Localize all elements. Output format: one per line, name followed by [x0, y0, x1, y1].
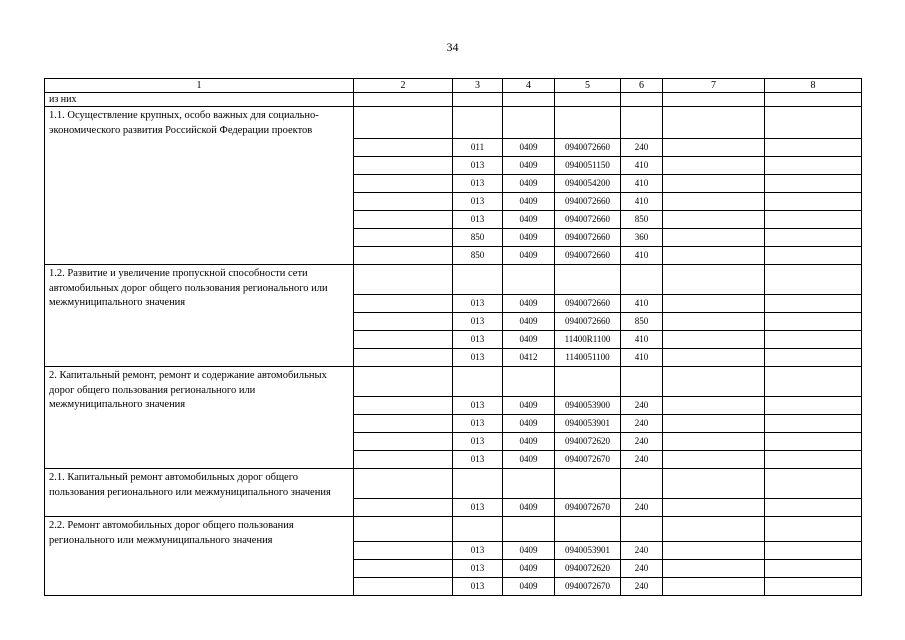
- empty-cell: [663, 175, 765, 193]
- empty-cell: [765, 157, 862, 175]
- empty-cell: [663, 578, 765, 596]
- empty-cell: [663, 313, 765, 331]
- empty-cell: [663, 157, 765, 175]
- target-article-code: 0940051150: [555, 157, 621, 175]
- expense-type-code: 410: [621, 331, 663, 349]
- empty-cell: [765, 451, 862, 469]
- expense-type-code: 410: [621, 175, 663, 193]
- section-code: 0409: [503, 499, 555, 517]
- column-header: 8: [765, 79, 862, 93]
- target-article-code: 0940053900: [555, 397, 621, 415]
- expense-type-code: 240: [621, 451, 663, 469]
- expense-type-code: 240: [621, 499, 663, 517]
- section-code: 0409: [503, 451, 555, 469]
- empty-cell: [765, 313, 862, 331]
- target-article-code: 0940072620: [555, 433, 621, 451]
- empty-cell: [765, 578, 862, 596]
- empty-cell: [765, 349, 862, 367]
- empty-cell: [354, 265, 453, 295]
- section-code: [503, 517, 555, 542]
- empty-cell: [354, 499, 453, 517]
- empty-cell: [354, 211, 453, 229]
- target-article-code: 0940072660: [555, 193, 621, 211]
- section-code: 0409: [503, 331, 555, 349]
- item-name: 1.2. Развитие и увеличение пропускной способности сети автомобильных дорог общего пользования регионального или межмуниципального значения: [45, 265, 354, 367]
- target-article-code: [555, 367, 621, 397]
- empty-cell: [663, 499, 765, 517]
- empty-cell: [663, 517, 765, 542]
- group-header-row: [45, 469, 862, 499]
- group-header-row: [45, 367, 862, 397]
- empty-cell: [354, 517, 453, 542]
- empty-cell: [765, 469, 862, 499]
- empty-cell: [765, 247, 862, 265]
- empty-cell: [354, 415, 453, 433]
- expense-type-code: [621, 107, 663, 139]
- target-article-code: 0940072670: [555, 499, 621, 517]
- ministry-code: 013: [453, 349, 503, 367]
- empty-cell: [354, 433, 453, 451]
- expense-type-code: 410: [621, 349, 663, 367]
- empty-cell: [663, 542, 765, 560]
- expense-type-code: 850: [621, 211, 663, 229]
- ministry-code: 013: [453, 499, 503, 517]
- empty-cell: [503, 93, 555, 107]
- target-article-code: 0940072620: [555, 560, 621, 578]
- ministry-code: 011: [453, 139, 503, 157]
- section-code: 0409: [503, 295, 555, 313]
- empty-cell: [354, 193, 453, 211]
- target-article-code: 11400R1100: [555, 331, 621, 349]
- empty-cell: [663, 229, 765, 247]
- empty-cell: [765, 211, 862, 229]
- empty-cell: [765, 433, 862, 451]
- section-code: 0409: [503, 560, 555, 578]
- section-code: [503, 265, 555, 295]
- empty-cell: [765, 397, 862, 415]
- empty-cell: [765, 517, 862, 542]
- subheader-label: из них: [45, 93, 354, 107]
- page-number: 34: [446, 40, 459, 54]
- expense-type-code: 240: [621, 397, 663, 415]
- empty-cell: [765, 93, 862, 107]
- section-code: 0409: [503, 211, 555, 229]
- group-header-row: [45, 517, 862, 542]
- empty-cell: [663, 469, 765, 499]
- empty-cell: [354, 397, 453, 415]
- expense-type-code: 240: [621, 560, 663, 578]
- ministry-code: [453, 107, 503, 139]
- empty-cell: [663, 433, 765, 451]
- target-article-code: [555, 107, 621, 139]
- ministry-code: [453, 469, 503, 499]
- ministry-code: 013: [453, 560, 503, 578]
- section-code: 0409: [503, 578, 555, 596]
- expense-type-code: 850: [621, 313, 663, 331]
- empty-cell: [354, 175, 453, 193]
- empty-cell: [765, 139, 862, 157]
- target-article-code: 1140051100: [555, 349, 621, 367]
- empty-cell: [663, 415, 765, 433]
- ministry-code: 013: [453, 211, 503, 229]
- section-code: [503, 367, 555, 397]
- empty-cell: [663, 397, 765, 415]
- empty-cell: [765, 295, 862, 313]
- ministry-code: [453, 367, 503, 397]
- target-article-code: 0940053901: [555, 542, 621, 560]
- section-code: 0409: [503, 542, 555, 560]
- budget-table: [44, 78, 862, 596]
- empty-cell: [765, 560, 862, 578]
- empty-cell: [663, 211, 765, 229]
- target-article-code: [555, 265, 621, 295]
- empty-cell: [354, 451, 453, 469]
- section-code: 0409: [503, 313, 555, 331]
- column-header: 2: [354, 79, 453, 93]
- ministry-code: 013: [453, 193, 503, 211]
- empty-cell: [453, 93, 503, 107]
- ministry-code: 013: [453, 415, 503, 433]
- target-article-code: 0940072670: [555, 578, 621, 596]
- empty-cell: [663, 193, 765, 211]
- ministry-code: 013: [453, 578, 503, 596]
- item-name: 2.1. Капитальный ремонт автомобильных дорог общего пользования регионального или межмуниципального значения: [45, 469, 354, 517]
- ministry-code: 013: [453, 397, 503, 415]
- expense-type-code: 240: [621, 433, 663, 451]
- section-code: [503, 469, 555, 499]
- empty-cell: [354, 93, 453, 107]
- empty-cell: [765, 107, 862, 139]
- column-header: 4: [503, 79, 555, 93]
- empty-cell: [765, 193, 862, 211]
- target-article-code: 0940072660: [555, 295, 621, 313]
- section-code: [503, 107, 555, 139]
- ministry-code: 013: [453, 313, 503, 331]
- empty-cell: [354, 229, 453, 247]
- ministry-code: 850: [453, 229, 503, 247]
- empty-cell: [663, 331, 765, 349]
- empty-cell: [354, 331, 453, 349]
- expense-type-code: [621, 265, 663, 295]
- ministry-code: 013: [453, 295, 503, 313]
- column-header: 3: [453, 79, 503, 93]
- column-number-row: [45, 79, 862, 93]
- column-header: 5: [555, 79, 621, 93]
- empty-cell: [354, 469, 453, 499]
- item-name: 2.2. Ремонт автомобильных дорог общего пользования регионального или межмуниципального значения: [45, 517, 354, 596]
- empty-cell: [663, 560, 765, 578]
- target-article-code: 0940072660: [555, 139, 621, 157]
- empty-cell: [663, 349, 765, 367]
- ministry-code: 013: [453, 451, 503, 469]
- empty-cell: [765, 367, 862, 397]
- empty-cell: [354, 349, 453, 367]
- group-header-row: [45, 107, 862, 139]
- empty-cell: [663, 451, 765, 469]
- section-code: 0409: [503, 157, 555, 175]
- empty-cell: [663, 93, 765, 107]
- ministry-code: 013: [453, 157, 503, 175]
- target-article-code: 0940072660: [555, 247, 621, 265]
- empty-cell: [354, 560, 453, 578]
- column-header: 1: [45, 79, 354, 93]
- empty-cell: [663, 295, 765, 313]
- empty-cell: [663, 265, 765, 295]
- empty-cell: [663, 107, 765, 139]
- expense-type-code: 240: [621, 139, 663, 157]
- expense-type-code: 410: [621, 247, 663, 265]
- empty-cell: [765, 499, 862, 517]
- empty-cell: [765, 415, 862, 433]
- section-code: 0409: [503, 229, 555, 247]
- expense-type-code: 410: [621, 193, 663, 211]
- column-header: 6: [621, 79, 663, 93]
- expense-type-code: [621, 517, 663, 542]
- expense-type-code: 360: [621, 229, 663, 247]
- empty-cell: [354, 157, 453, 175]
- section-code: 0409: [503, 139, 555, 157]
- empty-cell: [555, 93, 621, 107]
- empty-cell: [621, 93, 663, 107]
- empty-cell: [354, 139, 453, 157]
- expense-type-code: 410: [621, 157, 663, 175]
- target-article-code: [555, 517, 621, 542]
- empty-cell: [354, 295, 453, 313]
- empty-cell: [663, 367, 765, 397]
- expense-type-code: [621, 469, 663, 499]
- target-article-code: 0940054200: [555, 175, 621, 193]
- ministry-code: [453, 265, 503, 295]
- empty-cell: [354, 107, 453, 139]
- empty-cell: [354, 313, 453, 331]
- expense-type-code: 240: [621, 542, 663, 560]
- ministry-code: 850: [453, 247, 503, 265]
- expense-type-code: 410: [621, 295, 663, 313]
- section-code: 0409: [503, 415, 555, 433]
- empty-cell: [765, 542, 862, 560]
- empty-cell: [765, 229, 862, 247]
- group-header-row: [45, 265, 862, 295]
- empty-cell: [354, 578, 453, 596]
- ministry-code: 013: [453, 175, 503, 193]
- empty-cell: [354, 247, 453, 265]
- empty-cell: [663, 139, 765, 157]
- section-code: 0409: [503, 175, 555, 193]
- target-article-code: 0940072660: [555, 211, 621, 229]
- empty-cell: [765, 331, 862, 349]
- empty-cell: [663, 247, 765, 265]
- subheader-row: [45, 93, 862, 107]
- empty-cell: [354, 542, 453, 560]
- section-code: 0409: [503, 247, 555, 265]
- ministry-code: 013: [453, 542, 503, 560]
- expense-type-code: 240: [621, 578, 663, 596]
- empty-cell: [765, 265, 862, 295]
- item-name: 2. Капитальный ремонт, ремонт и содержание автомобильных дорог общего пользования регионального или межмуниципального значения: [45, 367, 354, 469]
- target-article-code: [555, 469, 621, 499]
- section-code: 0409: [503, 433, 555, 451]
- target-article-code: 0940072660: [555, 229, 621, 247]
- empty-cell: [765, 175, 862, 193]
- target-article-code: 0940053901: [555, 415, 621, 433]
- column-header: 7: [663, 79, 765, 93]
- section-code: 0409: [503, 193, 555, 211]
- expense-type-code: [621, 367, 663, 397]
- item-name: 1.1. Осуществление крупных, особо важных для социально-экономического развития Российской Федерации проектов: [45, 107, 354, 265]
- section-code: 0412: [503, 349, 555, 367]
- expense-type-code: 240: [621, 415, 663, 433]
- target-article-code: 0940072660: [555, 313, 621, 331]
- ministry-code: 013: [453, 433, 503, 451]
- ministry-code: 013: [453, 331, 503, 349]
- empty-cell: [354, 367, 453, 397]
- target-article-code: 0940072670: [555, 451, 621, 469]
- ministry-code: [453, 517, 503, 542]
- section-code: 0409: [503, 397, 555, 415]
